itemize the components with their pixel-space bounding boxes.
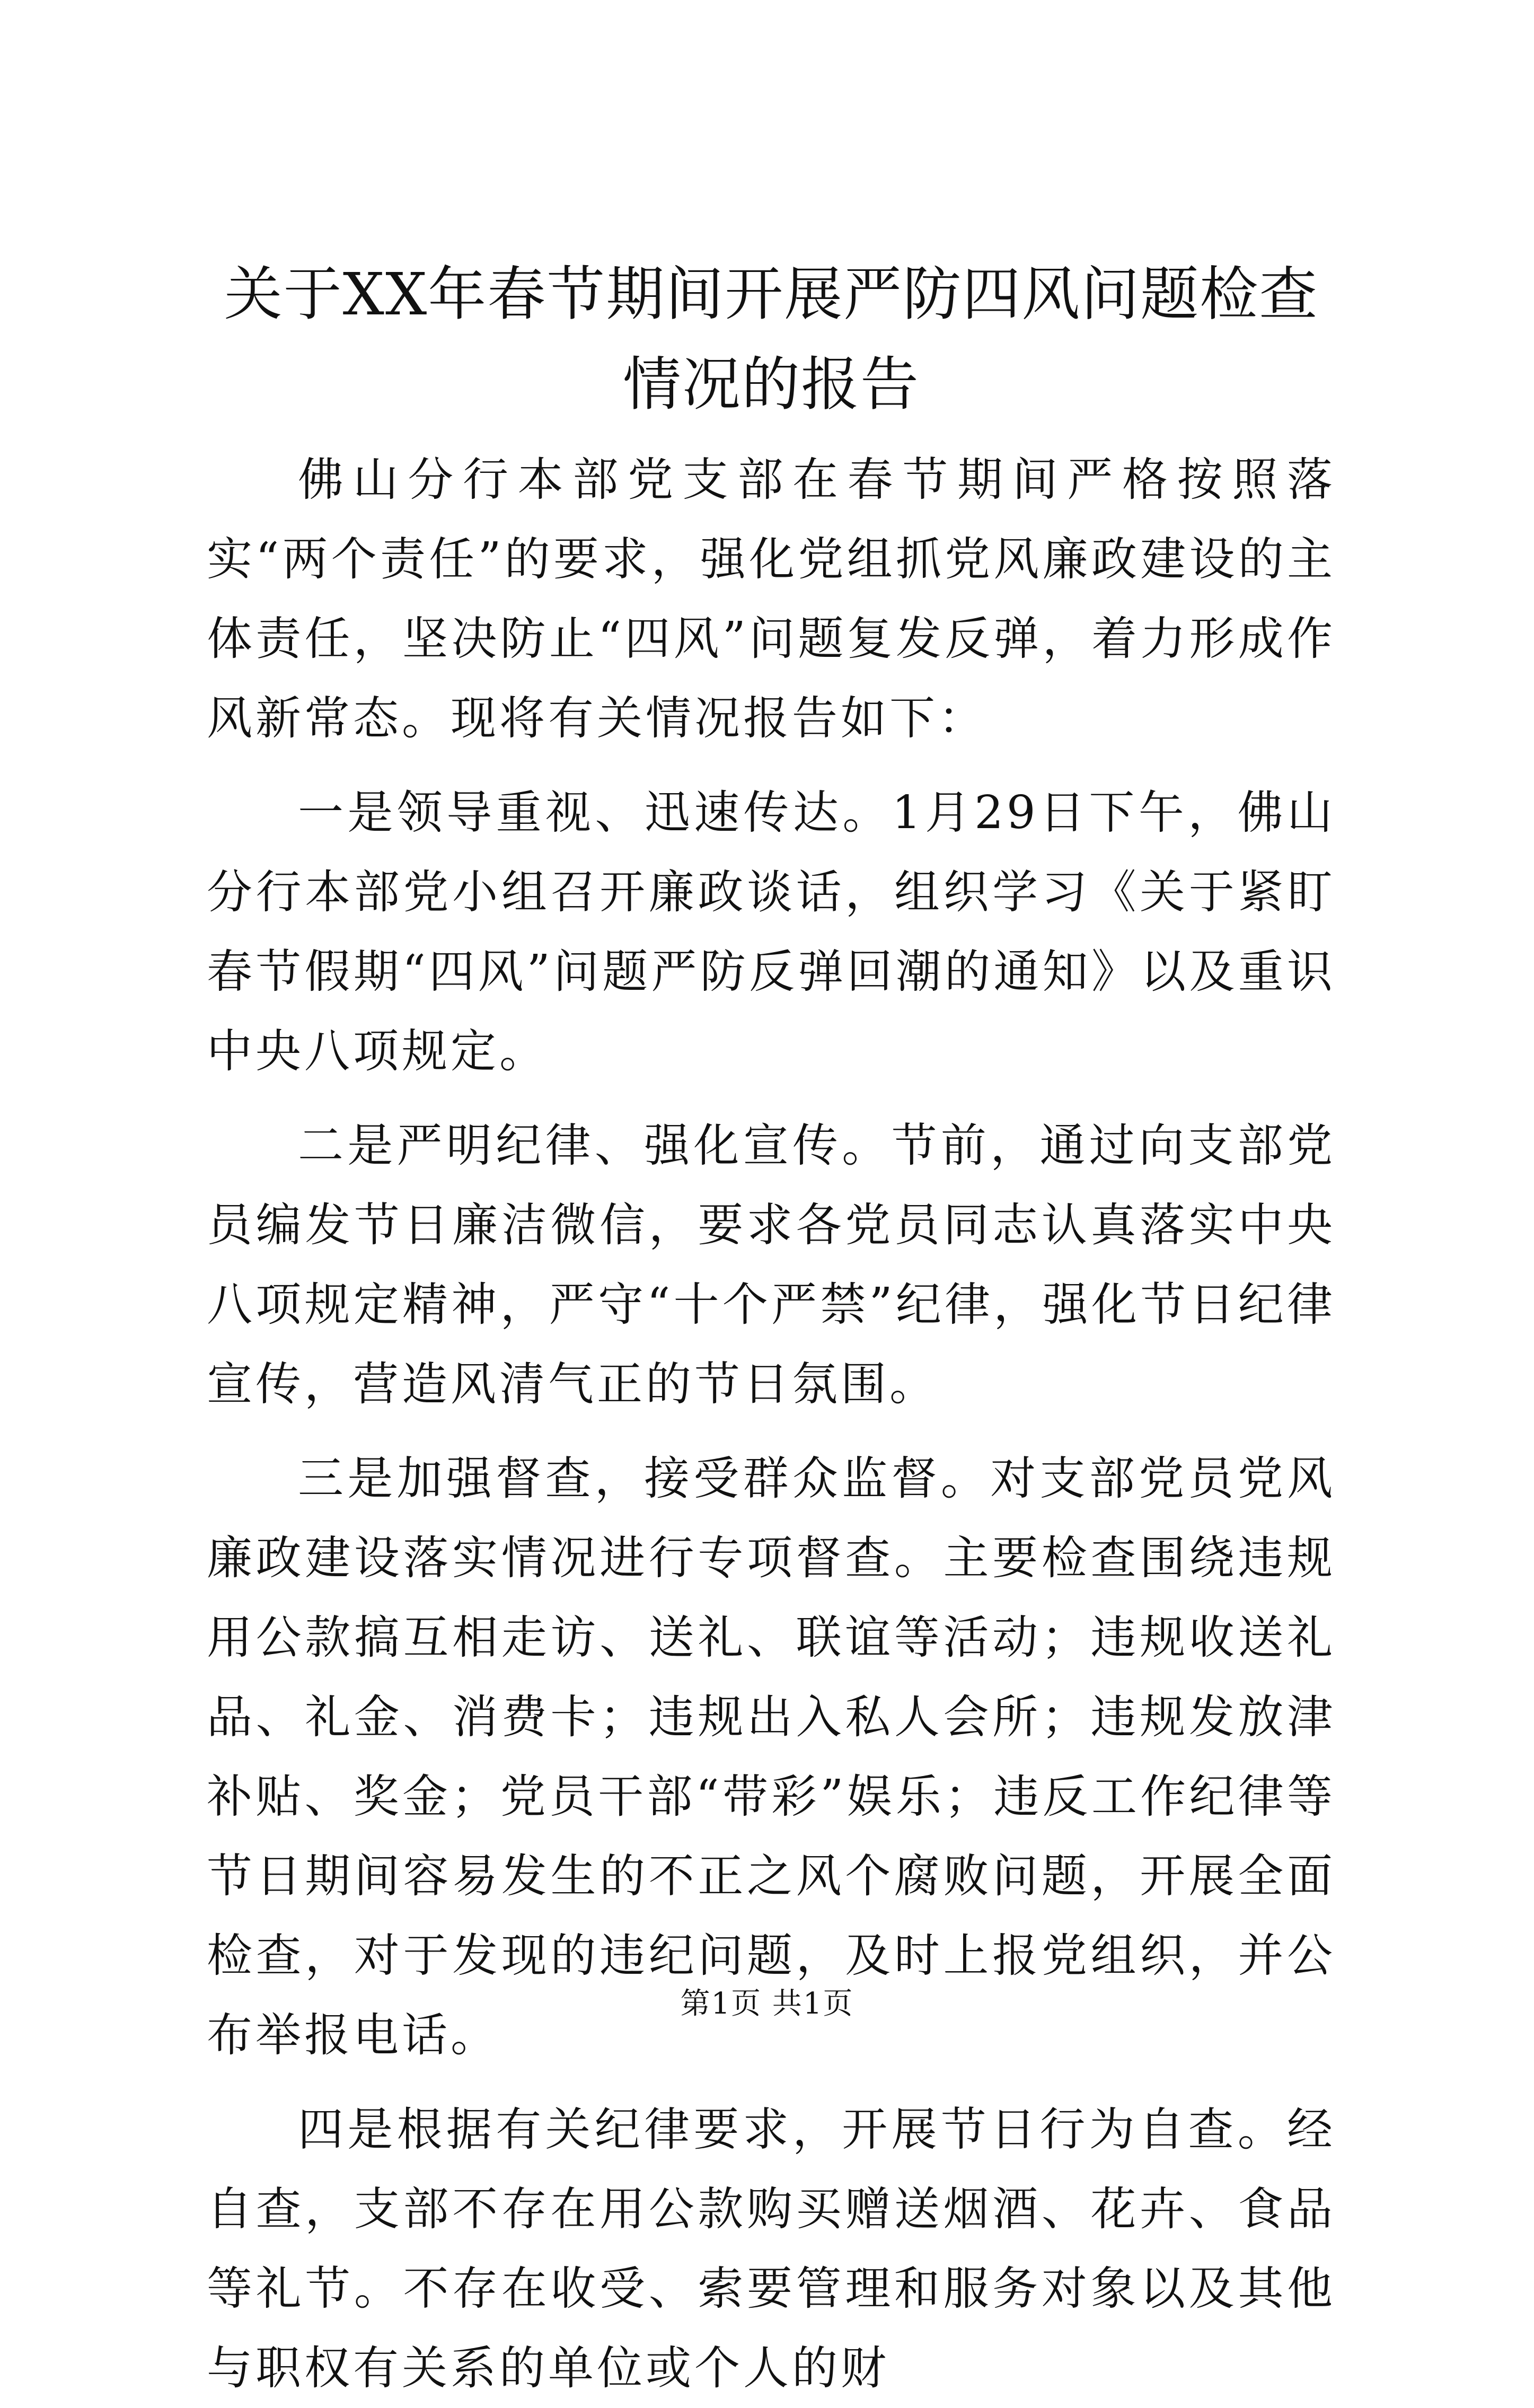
document-title: 关于XX年春节期间开展严防四风问题检查情况的报告 bbox=[224, 260, 1319, 418]
paragraph-point-four: 四是根据有关纪律要求，开展节日行为自查。经自查，支部不存在用公款购买赠送烟酒、花卉、食品等礼节。不存在收受、索要管理和服务对象以及其他与职权有关系的单位或个人的财 bbox=[207, 2103, 1336, 2395]
page-number-footer: 第1页 共1页 bbox=[680, 1987, 854, 2021]
paragraph-point-one: 一是领导重视、迅速传达。1月29日下午，佛山分行本部党小组召开廉政谈话，组织学习《关于紧盯春节假期“四风”问题严防反弹回潮的通知》以及重识中央八项规定。 bbox=[207, 786, 1336, 1078]
paragraph-intro: 佛山分行本部党支部在春节期间严格按照落实“两个责任”的要求，强化党组抓党风廉政建设的主体责任，坚决防止“四风”问题复发反弹，着力形成作风新常态。现将有关情况报告如下： bbox=[207, 453, 1336, 745]
paragraph-point-three: 三是加强督查，接受群众监督。对支部党员党风廉政建设落实情况进行专项督查。主要检查围绕违规用公款搞互相走访、送礼、联谊等活动；违规收送礼品、礼金、消费卡；违规出入私人会所；违规发放津补贴、奖金；党员干部“带彩”娱乐；违反工作纪律等节日期间容易发生的不正之风个腐败问题，开展全面检查，对于发现的违纪问题，及时上报党组织，并公布举报电话。 bbox=[207, 1452, 1336, 2062]
paragraph-point-two: 二是严明纪律、强化宣传。节前，通过向支部党员编发节日廉洁微信，要求各党员同志认真落实中央八项规定精神，严守“十个严禁”纪律，强化节日纪律宣传，营造风清气正的节日氛围。 bbox=[207, 1119, 1336, 1411]
document-body bbox=[207, 440, 1336, 2408]
